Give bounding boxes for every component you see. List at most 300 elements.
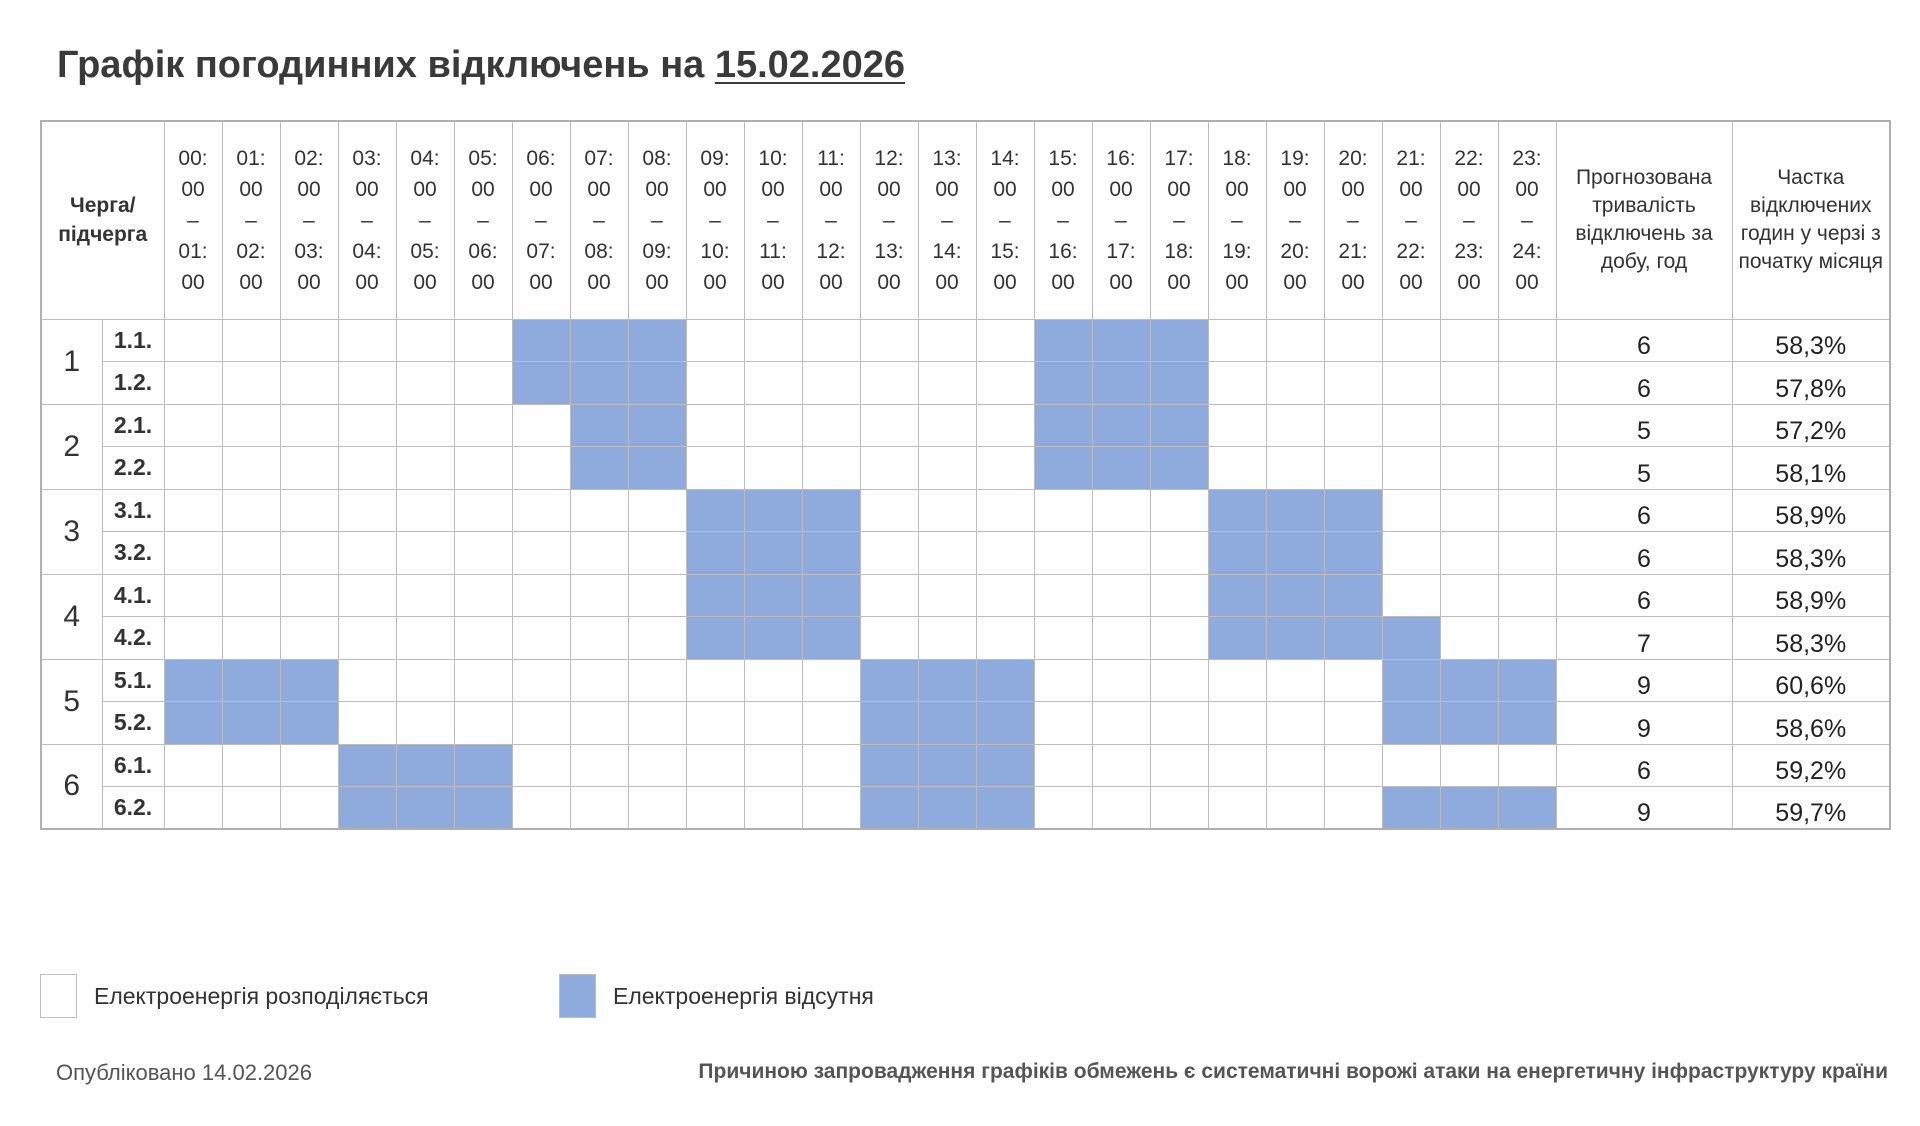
hour-cell-outage [338,786,396,829]
hour-cell-outage [1150,404,1208,446]
hour-cell-outage [918,659,976,701]
hour-cell-power [454,489,512,531]
duration-value: 6 [1556,574,1732,616]
hour-cell-power [396,319,454,361]
legend-power-on [40,974,429,1018]
subqueue-label: 3.1. [102,489,164,531]
hour-header [1440,121,1498,319]
hour-header-part: 19: [1222,239,1252,263]
duration-value: 9 [1556,786,1732,829]
hour-cell-power [628,531,686,574]
hour-cell-power [744,701,802,744]
hour-header-part: 13: [874,239,904,263]
share-value: 58,1% [1732,446,1890,489]
hour-header-part: 05: [410,239,440,263]
hour-cell-outage [164,701,222,744]
hour-cell-outage [1266,531,1324,574]
hour-cell-power [512,786,570,829]
hour-cell-power [1324,786,1382,829]
share-value: 59,2% [1732,744,1890,786]
hour-cell-outage [570,319,628,361]
hour-cell-power [976,404,1034,446]
hour-cell-power [338,701,396,744]
hour-header-part: – [245,208,257,232]
published-date: Опубліковано 14.02.2026 [56,1060,312,1085]
hour-cell-power [454,574,512,616]
hour-cell-power [976,446,1034,489]
hour-cell-outage [512,361,570,404]
hour-cell-power [1150,786,1208,829]
hour-cell-outage [1324,574,1382,616]
outage-schedule-table [40,120,1891,830]
hour-cell-power [860,616,918,659]
hour-cell-outage [1034,319,1092,361]
hour-cell-outage [1440,786,1498,829]
hour-cell-power [570,489,628,531]
hour-header-part: – [999,208,1011,232]
hour-cell-power [1440,744,1498,786]
hour-header [628,121,686,319]
hour-header-part: – [825,208,837,232]
hour-header-part: 16: [1106,146,1136,170]
table-row [41,659,1890,701]
hour-header-part: 17: [1164,146,1194,170]
hour-cell-power [1266,446,1324,489]
hour-cell-outage [570,446,628,489]
hour-cell-power [1440,489,1498,531]
hour-cell-outage [1440,701,1498,744]
hour-cell-outage [976,701,1034,744]
hour-cell-power [1266,701,1324,744]
hour-header-part: 00 [1051,270,1075,294]
hour-cell-power [744,361,802,404]
hour-header-part: 10: [700,239,730,263]
hour-cell-power [802,361,860,404]
hour-cell-power [628,616,686,659]
hour-cell-power [1092,531,1150,574]
hour-header-part: 01: [236,146,266,170]
hour-header-part: – [651,208,663,232]
hour-cell-power [280,404,338,446]
subqueue-label: 5.1. [102,659,164,701]
hour-header-part: 00 [1399,177,1423,201]
hour-cell-power [570,701,628,744]
hour-cell-outage [1266,574,1324,616]
hour-header-part: 00 [355,177,379,201]
hour-cell-outage [1440,659,1498,701]
hour-header-part: 17: [1106,239,1136,263]
hour-cell-power [1498,446,1556,489]
hour-header-part: 01: [178,239,208,263]
page-title [57,44,905,87]
hour-cell-power [1034,701,1092,744]
hour-header-part: 09: [642,239,672,263]
hour-cell-power [1382,574,1440,616]
hour-cell-power [686,701,744,744]
hour-cell-power [1324,404,1382,446]
hour-cell-power [802,319,860,361]
hour-cell-power [164,574,222,616]
queue-label: 5 [41,659,102,744]
hour-header-part: 23: [1454,239,1484,263]
hour-cell-outage [1266,489,1324,531]
hour-header-part: – [1115,208,1127,232]
hour-cell-power [396,531,454,574]
hour-header-part: – [535,208,547,232]
table-row [41,489,1890,531]
hour-cell-power [744,319,802,361]
hour-cell-outage [1092,319,1150,361]
hour-cell-power [396,574,454,616]
hour-cell-power [1092,616,1150,659]
hour-cell-outage [918,701,976,744]
hour-header [222,121,280,319]
share-value: 57,2% [1732,404,1890,446]
hour-cell-power [512,404,570,446]
legend-power-off-swatch [559,974,596,1018]
hour-cell-power [1382,531,1440,574]
hour-cell-outage [918,744,976,786]
subqueue-label: 5.2. [102,701,164,744]
hour-cell-power [1092,786,1150,829]
hour-cell-outage [1208,489,1266,531]
hour-header-part: 00 [1051,177,1075,201]
hour-header-part: 08: [584,239,614,263]
hour-cell-outage [686,574,744,616]
duration-value: 7 [1556,616,1732,659]
hour-cell-outage [454,786,512,829]
hour-cell-power [1498,404,1556,446]
hour-header-part: 00: [178,146,208,170]
subqueue-label: 6.1. [102,744,164,786]
hour-cell-outage [628,446,686,489]
hour-cell-outage [1150,361,1208,404]
hour-header [396,121,454,319]
share-value: 58,6% [1732,701,1890,744]
hour-cell-power [918,319,976,361]
hour-cell-power [280,361,338,404]
hour-cell-power [164,446,222,489]
hour-header-part: 00 [1167,270,1191,294]
hour-header-part: 00 [355,270,379,294]
hour-header [1150,121,1208,319]
hour-header [860,121,918,319]
hour-cell-power [222,531,280,574]
hour-cell-outage [396,786,454,829]
hour-cell-power [1150,744,1208,786]
table-row [41,616,1890,659]
hour-cell-power [1208,744,1266,786]
hour-cell-power [338,489,396,531]
hour-cell-power [918,489,976,531]
hour-cell-power [976,531,1034,574]
hour-cell-power [454,446,512,489]
hour-header-part: 00 [1225,177,1249,201]
hour-cell-power [744,446,802,489]
hour-cell-power [1440,574,1498,616]
hour-cell-power [222,744,280,786]
hour-cell-power [918,446,976,489]
hour-cell-outage [744,531,802,574]
hour-header-part: 04: [410,146,440,170]
hour-cell-power [222,616,280,659]
hour-header-part: 12: [816,239,846,263]
hour-header [1208,121,1266,319]
hour-cell-power [164,489,222,531]
hour-cell-power [396,659,454,701]
hour-cell-power [1498,574,1556,616]
queue-column-header [41,121,164,319]
hour-cell-power [1440,531,1498,574]
duration-value: 9 [1556,659,1732,701]
hour-cell-outage [628,361,686,404]
subqueue-label: 4.2. [102,616,164,659]
hour-cell-outage [1382,616,1440,659]
hour-header-part: 06: [468,239,498,263]
hour-cell-power [1150,659,1208,701]
hour-cell-outage [976,659,1034,701]
hour-header [976,121,1034,319]
hour-header-part: 23: [1512,146,1542,170]
queue-label: 6 [41,744,102,829]
hour-cell-power [976,574,1034,616]
hour-cell-power [628,786,686,829]
hour-cell-power [1034,616,1092,659]
hour-header-part: 15: [1048,146,1078,170]
hour-cell-power [222,786,280,829]
hour-header-part: 00 [181,270,205,294]
hour-header-part: 24: [1512,239,1542,263]
hour-cell-power [1208,319,1266,361]
hour-header-part: – [883,208,895,232]
hour-header-part: 00 [877,270,901,294]
hour-cell-power [280,531,338,574]
hour-cell-power [802,786,860,829]
table-row [41,446,1890,489]
hour-cell-power [1208,659,1266,701]
hour-cell-power [280,446,338,489]
hour-cell-power [918,361,976,404]
hour-cell-outage [570,361,628,404]
hour-header-part: 16: [1048,239,1078,263]
hour-cell-power [1382,404,1440,446]
hour-header-part: 00 [1515,177,1539,201]
hour-cell-power [1382,319,1440,361]
hour-cell-power [1440,319,1498,361]
legend-power-off [559,974,874,1018]
hour-cell-power [1440,361,1498,404]
hour-cell-power [860,531,918,574]
hour-cell-outage [802,489,860,531]
hour-header [454,121,512,319]
hour-header [1498,121,1556,319]
hour-header-part: – [1405,208,1417,232]
hour-cell-power [744,744,802,786]
hour-header-part: 10: [758,146,788,170]
duration-value: 5 [1556,404,1732,446]
hour-header-part: 00 [1109,177,1133,201]
hour-cell-power [1034,659,1092,701]
hour-cell-power [396,404,454,446]
share-value: 58,3% [1732,531,1890,574]
hour-cell-outage [744,574,802,616]
hour-cell-outage [570,404,628,446]
queue-label: 4 [41,574,102,659]
hour-cell-power [454,319,512,361]
hour-header-part: 00 [413,270,437,294]
hour-cell-power [860,489,918,531]
duration-value: 9 [1556,701,1732,744]
hour-cell-power [976,319,1034,361]
hour-header [338,121,396,319]
hour-cell-power [338,361,396,404]
hour-cell-power [1208,786,1266,829]
duration-value: 6 [1556,531,1732,574]
hour-header-part: 00 [1167,177,1191,201]
hour-cell-power [976,489,1034,531]
hour-cell-power [396,489,454,531]
table-row [41,319,1890,361]
table-row [41,361,1890,404]
hour-cell-power [454,616,512,659]
share-value: 58,9% [1732,574,1890,616]
hour-cell-power [454,361,512,404]
hour-header-part: – [187,208,199,232]
hour-cell-outage [1150,319,1208,361]
hour-header-part: – [767,208,779,232]
hour-header-part: 12: [874,146,904,170]
hour-cell-power [1498,319,1556,361]
legend-power-off-label: Електроенергія відсутня [613,982,874,1009]
hour-cell-power [454,531,512,574]
hour-cell-power [164,616,222,659]
hour-cell-outage [1382,659,1440,701]
subqueue-label: 3.2. [102,531,164,574]
hour-header-part: 14: [932,239,962,263]
hour-header-part: 00 [1283,177,1307,201]
hour-header [1266,121,1324,319]
hour-cell-outage [628,404,686,446]
queue-label: 1 [41,319,102,404]
hour-cell-outage [802,531,860,574]
hour-cell-power [164,744,222,786]
hour-header-part: 20: [1338,146,1368,170]
hour-cell-power [454,659,512,701]
hour-header-part: 00 [1341,270,1365,294]
hour-header-part: 11: [817,146,845,170]
hour-header-part: 22: [1396,239,1426,263]
subqueue-label: 1.2. [102,361,164,404]
hour-header-part: 00 [1109,270,1133,294]
hour-cell-outage [222,701,280,744]
table-row [41,404,1890,446]
hour-cell-outage [222,659,280,701]
header-row [41,121,1890,319]
hour-cell-power [628,744,686,786]
hour-cell-power [1266,659,1324,701]
hour-cell-power [164,404,222,446]
hour-cell-power [628,659,686,701]
hour-cell-power [860,361,918,404]
hour-cell-outage [976,744,1034,786]
hour-header-part: 00 [819,177,843,201]
hour-cell-power [1382,489,1440,531]
hour-header [1324,121,1382,319]
hour-header-part: 21: [1338,239,1368,263]
hour-cell-power [802,701,860,744]
hour-cell-power [1034,489,1092,531]
hour-cell-outage [512,319,570,361]
hour-header [686,121,744,319]
hour-cell-power [1150,701,1208,744]
hour-header-part: 07: [526,239,556,263]
hour-cell-power [222,361,280,404]
hour-cell-power [628,489,686,531]
hour-cell-power [1266,404,1324,446]
hour-cell-power [1382,361,1440,404]
duration-value: 6 [1556,744,1732,786]
hour-header-part: 09: [700,146,730,170]
hour-cell-power [1150,489,1208,531]
hour-cell-outage [1324,616,1382,659]
hour-cell-power [918,531,976,574]
hour-header-part: 00 [239,270,263,294]
hour-header-part: 19: [1280,146,1310,170]
hour-header-part: 20: [1280,239,1310,263]
hour-header-part: 00 [1283,270,1307,294]
hour-cell-power [1382,744,1440,786]
hour-header-part: – [1289,208,1301,232]
hour-header-part: 00 [1515,270,1539,294]
hour-cell-power [280,489,338,531]
hour-cell-power [686,361,744,404]
hour-cell-outage [454,744,512,786]
hour-header-part: 00 [645,270,669,294]
hour-header-part: – [1463,208,1475,232]
hour-cell-power [1440,446,1498,489]
hour-cell-power [1440,404,1498,446]
hour-cell-power [222,574,280,616]
hour-cell-power [570,786,628,829]
subqueue-label: 2.2. [102,446,164,489]
queue-label: 2 [41,404,102,489]
hour-cell-power [686,319,744,361]
hour-header-part: 00 [529,177,553,201]
hour-header-part: 06: [526,146,556,170]
hour-header-part: 05: [468,146,498,170]
share-value: 58,3% [1732,319,1890,361]
hour-cell-power [1034,531,1092,574]
hour-cell-power [1208,446,1266,489]
hour-cell-outage [1498,786,1556,829]
share-value: 58,3% [1732,616,1890,659]
hour-header [570,121,628,319]
hour-cell-outage [1382,786,1440,829]
hour-cell-power [1324,361,1382,404]
hour-cell-outage [1150,446,1208,489]
hour-cell-power [280,574,338,616]
hour-header-part: – [303,208,315,232]
hour-cell-power [686,404,744,446]
hour-cell-power [1324,701,1382,744]
hour-cell-power [802,446,860,489]
hour-cell-outage [1498,659,1556,701]
hour-header-part: – [1347,208,1359,232]
hour-cell-power [1092,659,1150,701]
hour-cell-power [396,616,454,659]
hour-cell-power [1440,616,1498,659]
hour-header-part: 00 [877,177,901,201]
